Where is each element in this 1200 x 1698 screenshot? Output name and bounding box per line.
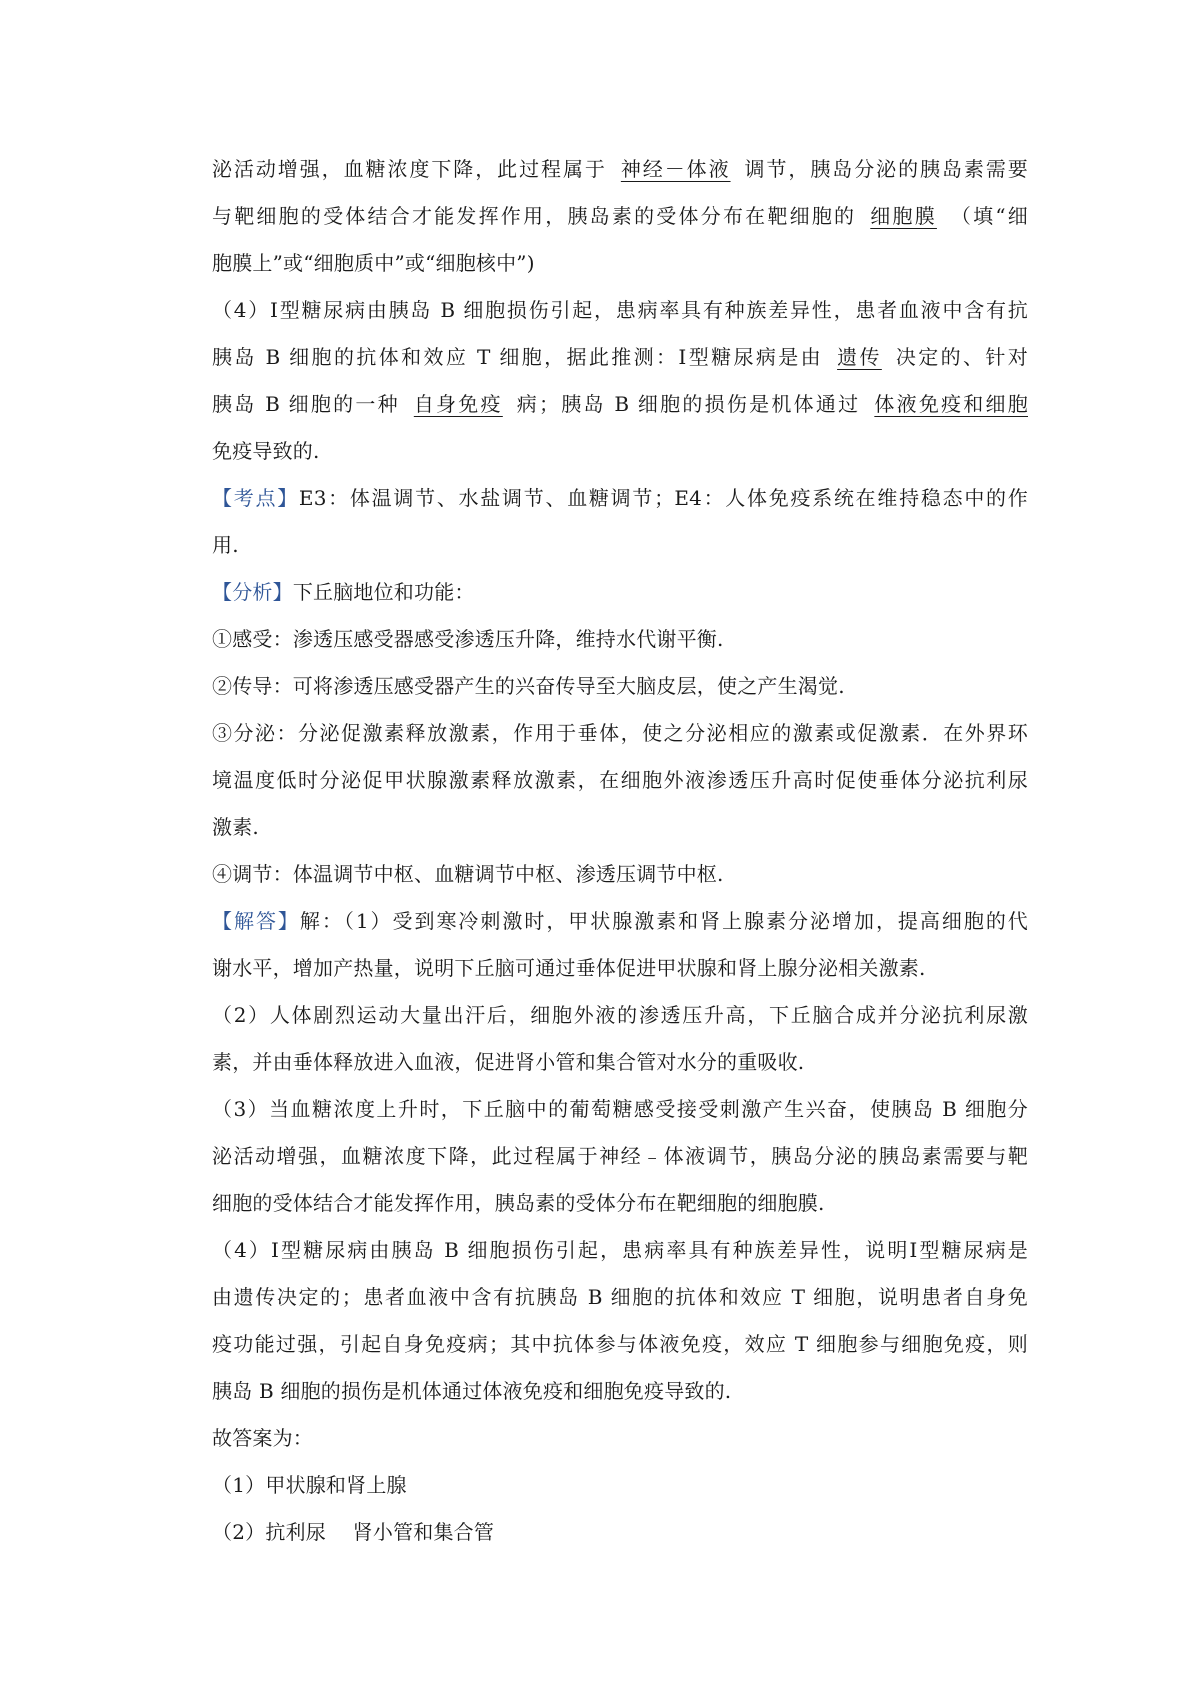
text-span: 胰岛 B 细胞的抗体和效应 T 细胞，据此推测：Ⅰ型糖尿病是由 [212, 345, 824, 369]
text-line: 胞膜上”或“细胞质中”或“细胞核中”) [212, 251, 535, 275]
text-line: 故答案为： [212, 1426, 313, 1450]
text-line [212, 193, 1028, 240]
text-line: 疫功能过强，引起自身免疫病；其中抗体参与体液免疫，效应 T 细胞参与细胞免疫，则 [212, 1332, 1028, 1356]
answer-blank: 细胞膜 [870, 204, 937, 228]
text-line: 激素. [212, 815, 259, 839]
text-line: 胰岛 B 细胞的损伤是机体通过体液免疫和细胞免疫导致的. [212, 1379, 732, 1403]
text-line: ②传导：可将渗透压感受器产生的兴奋传导至大脑皮层，使之产生渴觉. [212, 674, 845, 698]
section-tag-kaodian: 【考点】 [212, 486, 299, 510]
text-span: E3：体温调节、水盐调节、血糖调节；E4：人体免疫系统在维持稳态中的作 [298, 486, 1028, 510]
document-page [212, 146, 1028, 1556]
section-tag-fenxi: 【分析】 [212, 580, 293, 604]
text-line: 泌活动增强，血糖浓度下降，此过程属于神经﹣体液调节，胰岛分泌的胰岛素需要与靶 [212, 1144, 1028, 1168]
text-line: 免疫导致的. [212, 439, 320, 463]
text-span: 解：（1）受到寒冷刺激时，甲状腺激素和肾上腺素分泌增加，提高细胞的代 [299, 909, 1028, 933]
answer-blank: 自身免疫 [413, 392, 503, 416]
text-line: （2）抗利尿 肾小管和集合管 [212, 1520, 495, 1544]
text-line: （1）甲状腺和肾上腺 [212, 1473, 407, 1497]
text-line: 境温度低时分泌促甲状腺激素释放激素，在细胞外液渗透压升高时促使垂体分泌抗利尿 [212, 768, 1028, 792]
text-line [212, 569, 1028, 616]
text-span: （填“细 [950, 204, 1028, 228]
section-tag-jieda: 【解答】 [212, 909, 300, 933]
text-line: 素，并由垂体释放进入血液，促进肾小管和集合管对水分的重吸收. [212, 1050, 805, 1074]
text-line [212, 146, 1028, 193]
text-span: 下丘脑地位和功能： [292, 580, 475, 604]
text-span: 胰岛 B 细胞的一种 [212, 392, 400, 416]
text-line [212, 475, 1028, 522]
text-line: ③分泌：分泌促激素释放激素，作用于垂体，使之分泌相应的激素或促激素．在外界环 [212, 721, 1028, 745]
text-line [212, 898, 1028, 945]
text-line [212, 381, 1028, 428]
answer-blank: 神经－体液 [620, 157, 731, 181]
text-line: （4）Ⅰ型糖尿病由胰岛 B 细胞损伤引起，患病率具有种族差异性，说明Ⅰ型糖尿病是 [212, 1238, 1028, 1262]
answer-blank: 遗传 [837, 345, 882, 369]
text-line: （3）当血糖浓度上升时，下丘脑中的葡萄糖感受接受刺激产生兴奋，使胰岛 B 细胞分 [212, 1097, 1028, 1121]
text-line: （2）人体剧烈运动大量出汗后，细胞外液的渗透压升高，下丘脑合成并分泌抗利尿激 [212, 1003, 1028, 1027]
text-line: ①感受：渗透压感受器感受渗透压升降，维持水代谢平衡. [212, 627, 724, 651]
text-line: 谢水平，增加产热量，说明下丘脑可通过垂体促进甲状腺和肾上腺分泌相关激素. [212, 956, 926, 980]
text-line: （4）Ⅰ型糖尿病由胰岛 B 细胞损伤引起，患病率具有种族差异性，患者血液中含有抗 [212, 298, 1028, 322]
text-span: 与靶细胞的受体结合才能发挥作用，胰岛素的受体分布在靶细胞的 [212, 204, 857, 228]
text-line: 细胞的受体结合才能发挥作用，胰岛素的受体分布在靶细胞的细胞膜. [212, 1191, 825, 1215]
text-span: 泌活动增强，血糖浓度下降，此过程属于 [212, 157, 607, 181]
text-span: 调节，胰岛分泌的胰岛素需要 [744, 157, 1028, 181]
text-line [212, 334, 1028, 381]
answer-blank: 体液免疫和细胞 [874, 392, 1028, 416]
text-line: 用. [212, 533, 239, 557]
text-line: ④调节：体温调节中枢、血糖调节中枢、渗透压调节中枢. [212, 862, 724, 886]
text-span: 病；胰岛 B 细胞的损伤是机体通过 [516, 392, 861, 416]
text-line: 由遗传决定的；患者血液中含有抗胰岛 B 细胞的抗体和效应 T 细胞，说明患者自身免 [212, 1285, 1028, 1309]
text-span: 决定的、针对 [895, 345, 1028, 369]
